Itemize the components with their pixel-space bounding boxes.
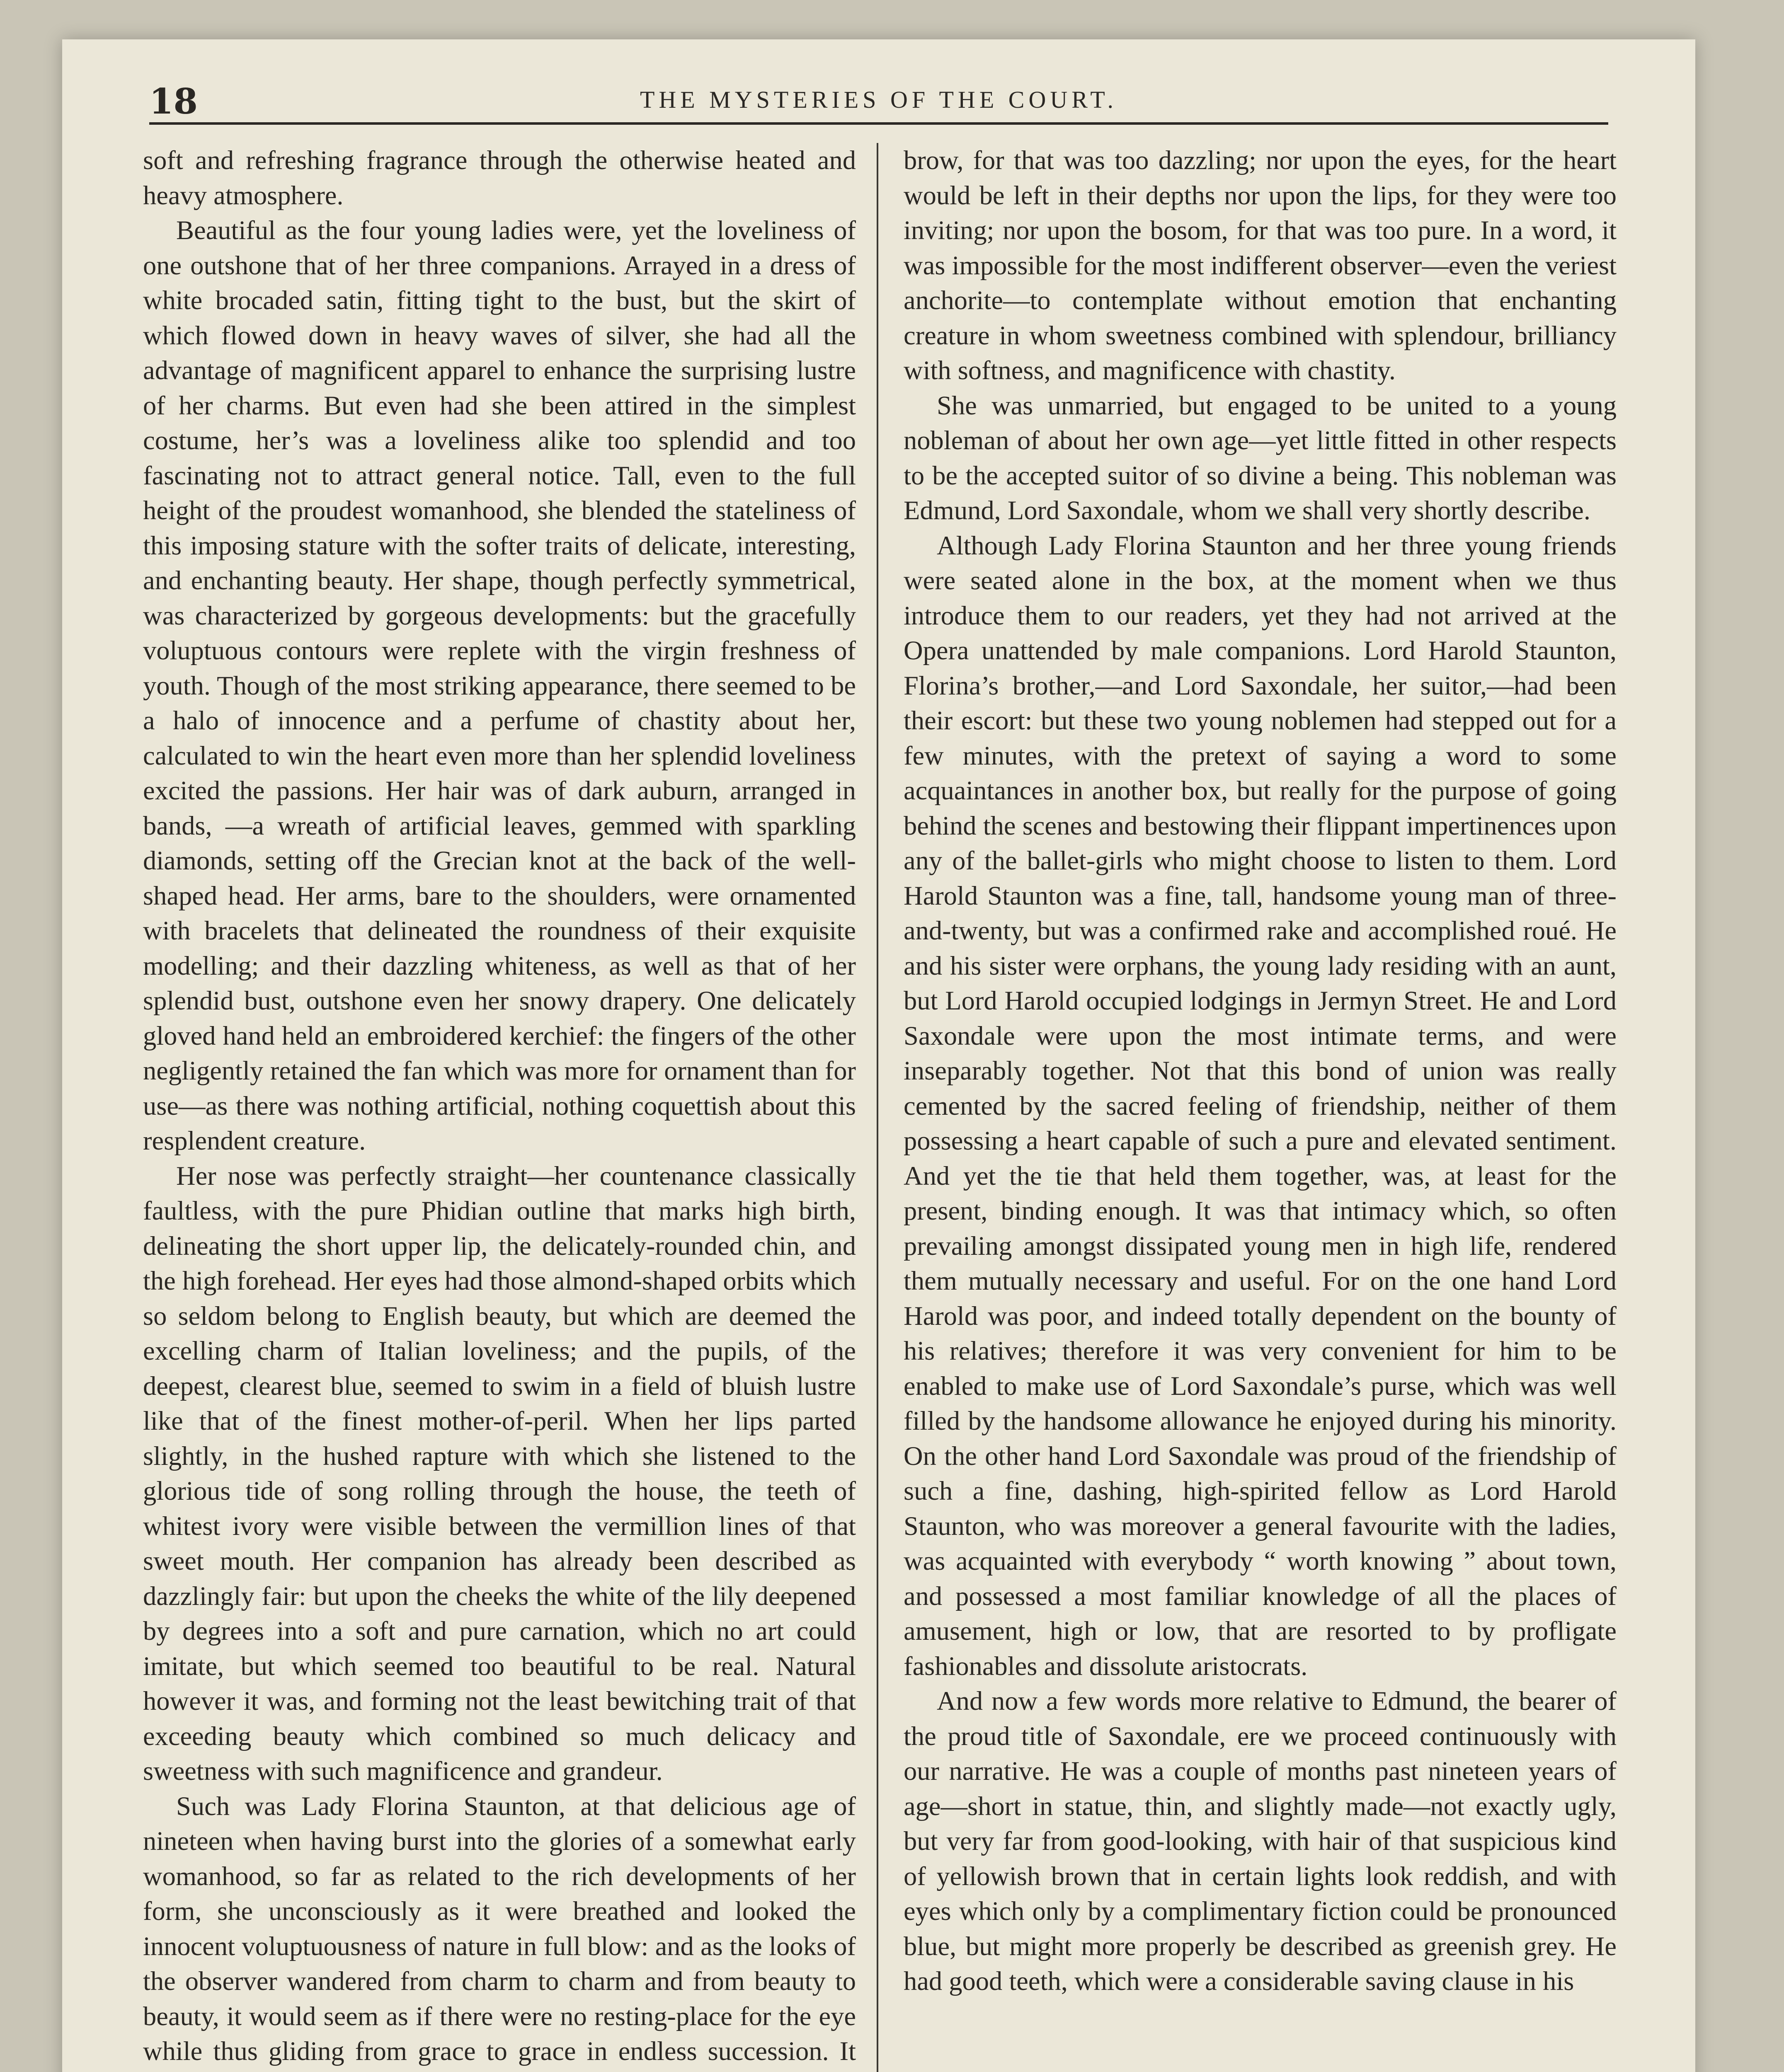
column-divider [877, 143, 878, 2072]
paragraph: And now a few words more relative to Edmund, the bearer of the proud title of Saxondale, ere we proceed continuously with our narrative. He was a couple of months past nineteen years of age—short in statue, thin, and slightly made—not exactly ugly, but very far from good-looking, with hair of that suspicious kind of yellowish brown that in certain lights look reddish, and with eyes which only by a complimentary fiction could be pronounced blue, but might more properly be described as greenish grey. He had good teeth, which were a considerable saving clause in his [904, 1686, 1617, 1996]
paragraph: Her nose was perfectly straight—her countenance classically faultless, with the pure Phidian outline that marks high birth, delineating the short upper lip, the delicately-rounded chin, and the high forehead. Her eyes had those almond-shaped orbits which so seldom belong to English beauty, but which are deemed the excelling charm of Italian loveliness; and the pupils, of the deepest, clearest blue, seemed to swim in a field of bluish lustre like that of the finest mother-of-peril. When her lips parted slightly, in the hushed rapture with which she listened to the glorious tide of song rolling through the house, the teeth of whitest ivory were visible between the vermillion lines of that sweet mouth. Her companion has already been described as dazzlingly fair: but upon the cheeks the white of the lily deepened by degrees into a soft and pure carnation, which no art could imitate, but which seemed too beautiful to be real. Natural however it was, and forming not the least bewitching trait of that exceeding beauty which combined so much delicacy and sweetness with such magnificence and grandeur. [143, 1161, 856, 1786]
paragraph: She was unmarried, but engaged to be united to a young nobleman of about her own age—yet little fitted in other respects to be the accepted suitor of so divine a being. This nobleman was Edmund, Lord Saxondale, whom we shall very shortly describe. [904, 390, 1617, 525]
left-column [143, 143, 856, 2072]
page-header [149, 73, 1608, 125]
right-column [904, 143, 1617, 1999]
paragraph: soft and refreshing fragrance through the otherwise heated and heavy atmosphere. [143, 145, 856, 210]
newspaper-page [62, 39, 1695, 2072]
running-title: THE MYSTERIES OF THE COURT. [640, 86, 1118, 113]
paragraph: Such was Lady Florina Staunton, at that delicious age of nineteen when having burst into the glories of a somewhat early womanhood, so far as related to the rich developments of her form, she unconsciously as it were breathed and looked the innocent voluptuousness of nature in full blow: and as the looks of the observer wandered from charm to charm and from beauty to beauty, it would seem as if there were no resting-place for the eye while thus gliding from grace to grace in endless succession. It [143, 1791, 856, 2066]
paragraph: brow, for that was too dazzling; nor upon the eyes, for the heart would be left in their depths nor upon the lips, for they were too inviting; nor upon the bosom, for that was too pure. In a word, it was impossible for the most indifferent observer—even the veriest anchorite—to contemplate without emotion that enchanting creature in whom sweetness combined with splendour, brilliancy with softness, and magnificence with chastity. [904, 145, 1617, 385]
page-number: 18 [149, 81, 198, 122]
paragraph: Beautiful as the four young ladies were, yet the loveliness of one outshone that of her three companions. Arrayed in a dress of white brocaded satin, fitting tight to the bust, but the skirt of which flowed down in heavy waves of silver, she had all the advantage of magnificent apparel to enhance the surprising lustre of her charms. But even had she been attired in the simplest costume, her’s was a loveliness alike too splendid and too fascinating not to attract general notice. Tall, even to the full height of the proudest womanhood, she blended the stateliness of this imposing stature with the softer traits of delicate, interesting, and enchanting beauty. Her shape, though perfectly symmetrical, was characterized by gorgeous developments: but the gracefully voluptuous contours were replete with the virgin freshness of youth. Though of the most striking appearance, there seemed to be a halo of innocence and a perfume of chastity about her, calculated to win the heart even more than her splendid loveliness excited the passions. Her hair was of dark auburn, arranged in bands, —a wreath of artificial leaves, gemmed with sparkling diamonds, setting off the Grecian knot at the back of the well-shaped head. Her arms, bare to the shoulders, were ornamented with bracelets that delineated the roundness of their exquisite modelling; and their dazzling whiteness, as well as that of her splendid bust, outshone even her snowy drapery. One delicately gloved hand held an embroidered kerchief: the fingers of the other negligently retained the fan which was more for ornament than for use—as there was nothing artificial, nothing coquettish about this resplendent creature. [143, 215, 856, 1155]
paragraph: Although Lady Florina Staunton and her three young friends were seated alone in the box, at the moment when we thus introduce them to our readers, yet they had not arrived at the Opera unattended by male companions. Lord Harold Staunton, Florina’s brother,—and Lord Saxondale, her suitor,—had been their escort: but these two young noblemen had stepped out for a few minutes, with the pretext of saying a word to some acquaintances in another box, but really for the purpose of going behind the scenes and bestowing their flippant impertinences upon any of the ballet-girls who might choose to listen to them. Lord Harold Staunton was a fine, tall, handsome young man of three-and-twenty, but was a confirmed rake and accomplished roué. He and his sister were orphans, the young lady residing with an aunt, but Lord Harold occupied lodgings in Jermyn Street. He and Lord Saxondale were upon the most intimate terms, and were inseparably together. Not that this bond of union was really cemented by the sacred feeling of friendship, neither of them possessing a heart capable of such a pure and elevated sentiment. And yet the tie that held them together, was, at least for the present, binding enough. It was that intimacy which, so often prevailing amongst dissipated young men in high life, rendered them mutually necessary and useful. For on the one hand Lord Harold was poor, and indeed totally dependent on the bounty of his relatives; therefore it was very convenient for him to be enabled to make use of Lord Saxondale’s purse, which was well filled by the handsome allowance he enjoyed during his minority. On the other hand Lord Saxondale was proud of the friendship of such a fine, dashing, high-spirited fellow as Lord Harold Staunton, who was moreover a general favourite with the ladies, was acquainted with everybody “ worth knowing ” about town, and possessed a most familiar knowledge of all the places of amusement, high or low, that are resorted to by profligate fashionables and dissolute aristocrats. [904, 530, 1617, 1681]
